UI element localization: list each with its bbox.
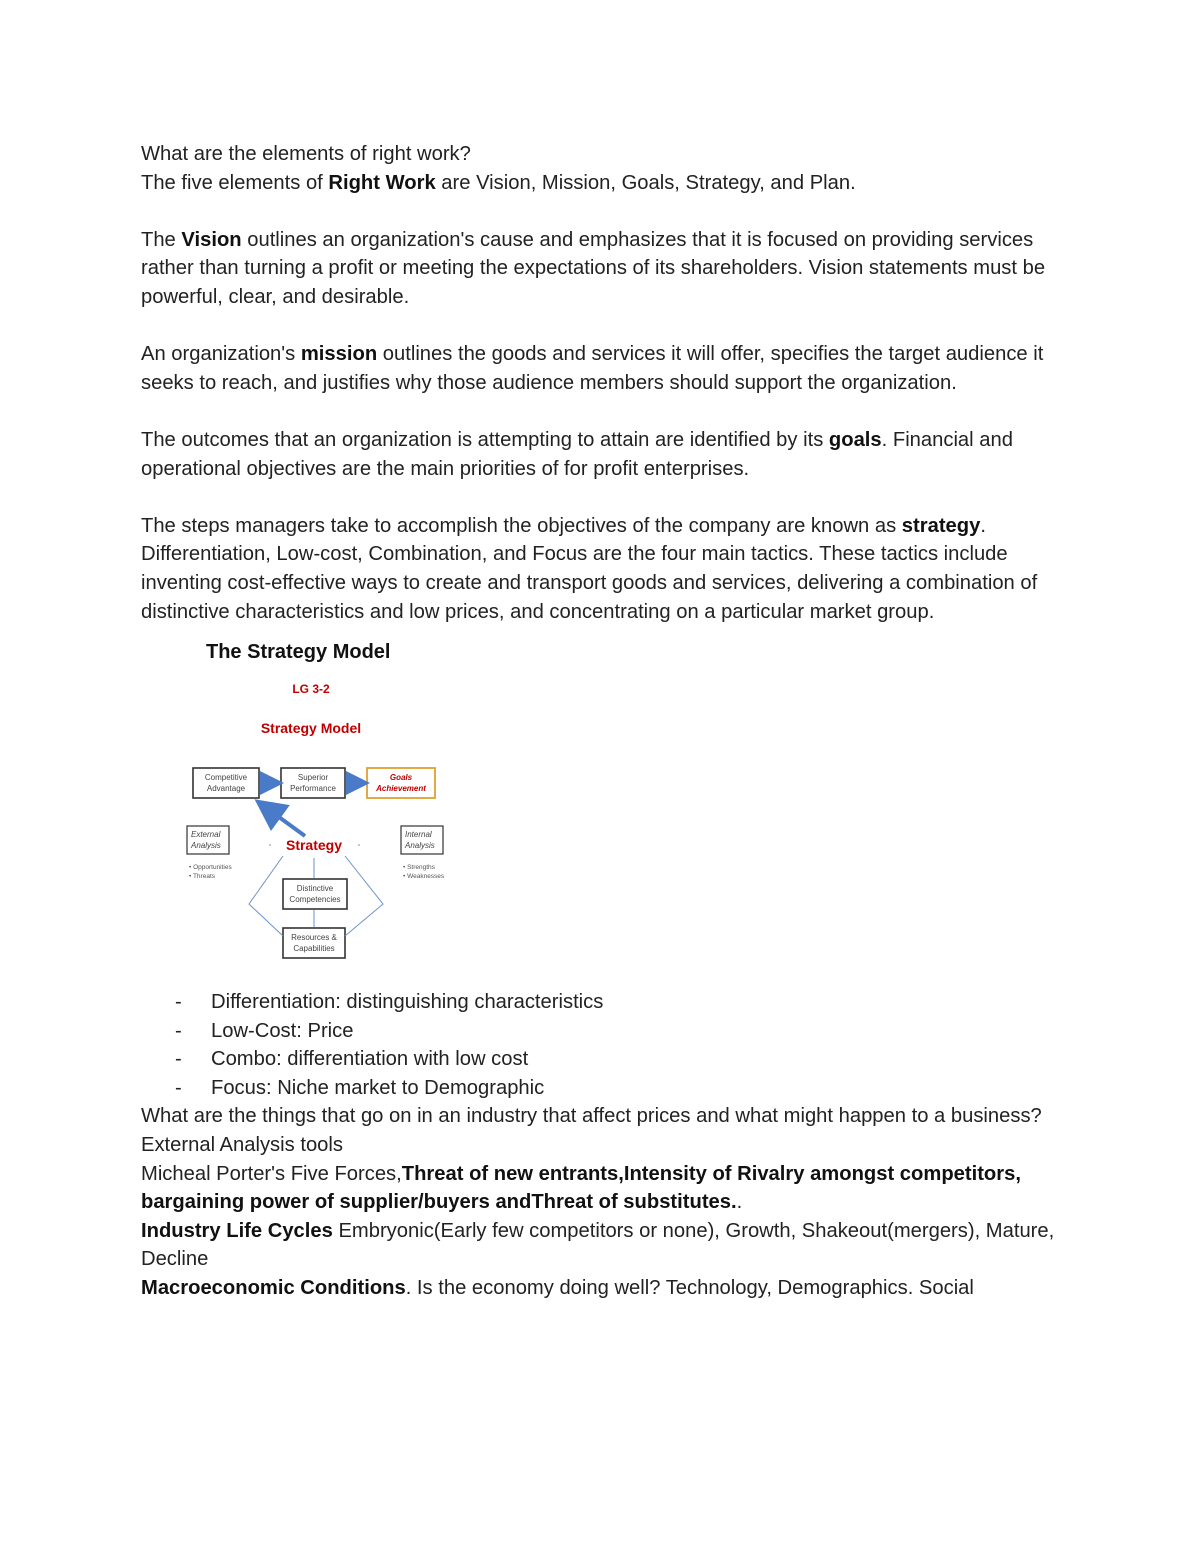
box-label: Capabilities [293,944,335,954]
list-item: - Combo: differentiation with low cost [175,1045,1061,1074]
text: An organization's [141,343,301,366]
question-industry: What are the things that go on in an industry that affect prices and what might happen to a business? [141,1105,1042,1128]
bold-term: strategy [901,514,981,537]
box-label: Resources & [291,933,337,943]
box-label: Advantage [206,784,246,794]
diagram-title: The Strategy Model [206,641,391,664]
goals-paragraph [141,426,1061,483]
bold-term: Industry Life Cycles [141,1219,333,1242]
diagram-center-label: Strategy [285,837,343,854]
text: The steps managers take to accomplish the objectives of the company are known as [141,514,902,537]
box-label: Competencies [289,895,341,905]
bullet-label: • Weaknesses [403,873,445,881]
strategy-paragraph [141,512,1061,626]
text: The [141,228,182,251]
box-label: Goals [389,773,413,783]
text: The five elements of [141,171,329,194]
strategy-model-diagram [183,636,483,976]
porter-five-forces-paragraph [141,1160,1061,1217]
text: are Vision, Mission, Goals, Strategy, and Plan. [435,171,856,194]
text: Embryonic(Early few competitors or none), Growth, Shakeout(mergers), Mature, Decline [141,1219,1055,1271]
external-analysis-tools-heading: External Analysis tools [141,1134,343,1157]
bullet-label: • Opportunities [189,864,232,872]
diagram-subtitle: Strategy Model [260,720,362,737]
box-label: External [191,830,221,840]
document-page [141,140,1061,1303]
list-item: - Differentiation: distinguishing characteristics [175,988,1061,1017]
box-label: Achievement [376,784,426,794]
list-item: - Low-Cost: Price [175,1017,1061,1046]
text: . [736,1191,743,1214]
question-right-work: What are the elements of right work? [141,143,471,165]
diagram-lg-label: LG 3-2 [292,682,330,697]
text: outlines an organization's cause and emphasizes that it is focused on providing services rather than turning a profit or meeting the expectations of its shareholders. Vision statements must be powerful, clear, and desirable. [141,228,1046,308]
text: outlines the goods and services it will offer, specifies the target audience it seeks to reach, and justifies why those audience members should support the organization. [141,343,1044,394]
box-label: Performance [290,784,336,794]
industry-life-cycles-paragraph [141,1217,1061,1274]
box-label: Internal [405,830,432,840]
arrow-feedback-icon [261,804,305,836]
bold-term: Macroeconomic Conditions [141,1277,406,1300]
strategy-model-svg [183,636,483,976]
macroeconomic-paragraph [141,1274,1061,1303]
five-elements-paragraph [141,169,1061,198]
text: . Financial and operational objectives are the main priorities of for profit enterprises. [141,428,1013,480]
box-label: Superior [297,773,329,783]
box-label: Analysis [191,841,221,851]
list-item: - Focus: Niche market to Demographic [175,1074,1061,1103]
box-label: Analysis [405,841,435,851]
mission-paragraph [141,340,1061,397]
text: The outcomes that an organization is attempting to attain are identified by its [141,428,829,451]
text: . Differentiation, Low-cost, Combination, and Focus are the four main tactics. These tactics include inventing cost-effective ways to create and transport goods and services, delivering a combination of distinctive characteristics and low prices, and concentrating on a particular market group. [141,514,1038,623]
bold-term: Threat of new entrants,Intensity of Rivalry amongst competitors, bargaining power of supplier/buyers andThreat of substitutes. [141,1162,1021,1214]
bold-term: mission [300,343,378,366]
bullet-label: • Threats [189,873,215,881]
text: . Is the economy doing well? Technology, Demographics. Social [405,1277,974,1300]
tactics-list [141,988,1061,1102]
text: Micheal Porter's Five Forces, [141,1162,402,1185]
bold-term: Vision [181,228,242,251]
bold-term: goals [828,428,882,451]
vision-paragraph [141,226,1061,312]
bold-term: Right Work [328,171,436,194]
box-label: Distinctive [296,884,334,894]
bullet-label: • Strengths [403,864,435,872]
box-label: Competitive [204,773,248,783]
